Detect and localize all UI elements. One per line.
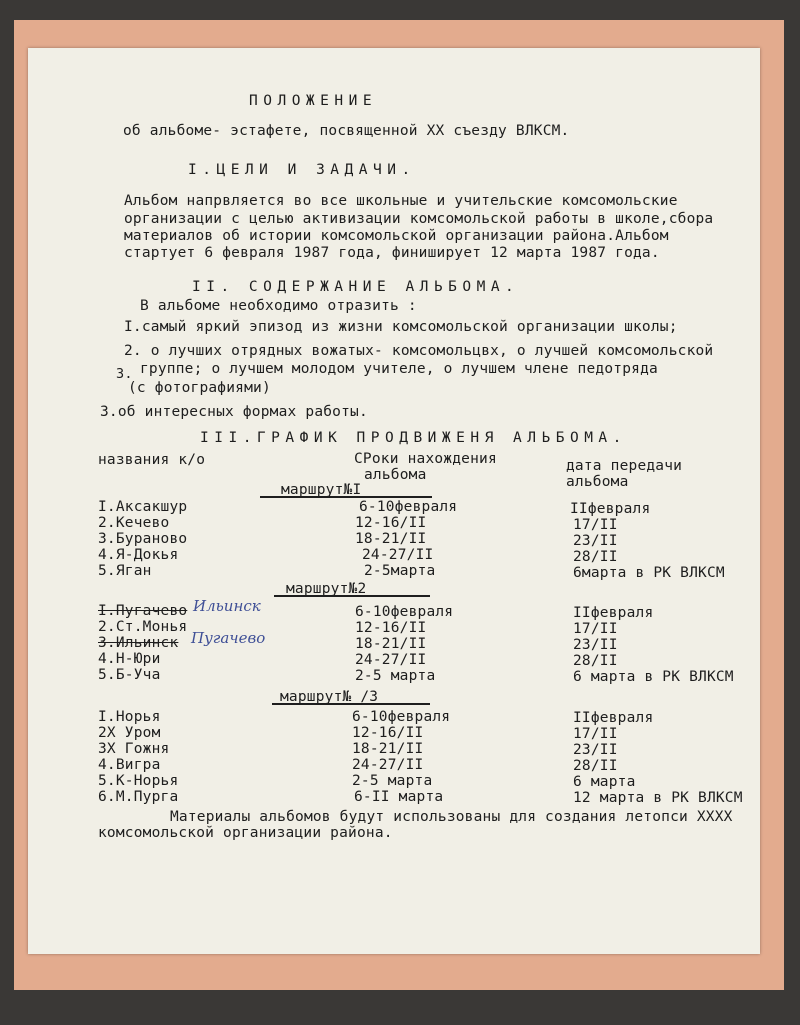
route-row-name: 6.М.Пурга: [98, 789, 179, 805]
route-row-period: 12-16/II: [355, 515, 427, 531]
route-row-handover: 6 марта: [573, 774, 636, 790]
route-row-name: 4.Вигра: [98, 757, 161, 773]
route-row-period: 12-16/II: [352, 725, 424, 741]
route-row-period: 18-21/II: [355, 531, 427, 547]
route-row-handover: 6 марта в РК ВЛКСМ: [573, 669, 734, 685]
route-row-handover: 23/II: [573, 533, 618, 549]
handwritten-correction: Ильинск: [193, 597, 261, 615]
route-3-label: маршрут№ /3: [280, 689, 379, 705]
route-row-handover: 23/II: [573, 742, 618, 758]
route-row-name: 4.Н-Юри: [98, 651, 161, 667]
section-2-intro: В альбоме необходимо отразить :: [140, 298, 417, 314]
route-row-handover: 12 марта в РК ВЛКСМ: [573, 790, 743, 806]
route-row-handover: 17/II: [573, 621, 618, 637]
column-header-handover: дата передачи: [566, 458, 683, 474]
route-row-name: I.Аксакшур: [98, 499, 188, 515]
route-2-label: маршрут№2: [286, 581, 367, 597]
route-row-name: [98, 603, 187, 619]
section-2-heading: II. СОДЕРЖАНИЕ АЛЬБОМА.: [192, 279, 520, 295]
route-row-period: 24-27/II: [352, 757, 424, 773]
route-row-handover: 17/II: [573, 726, 618, 742]
route-row-period: 2-5 марта: [355, 668, 436, 684]
crossed-out-name: 3.Ильинск: [98, 635, 179, 651]
closing-line: Материалы альбомов будут использованы для создания летопси ХХХХ: [170, 809, 733, 825]
route-row-period: 6-10февраля: [352, 709, 451, 725]
route-row-period: 18-21/II: [355, 636, 427, 652]
route-row-period: 2-5марта: [364, 563, 436, 579]
section-3-heading: III.ГРАФИК ПРОДВИЖЕНЯ АЛЬБОМА.: [200, 430, 627, 446]
route-row-period: 6-II марта: [354, 789, 444, 805]
column-header-name: названия к/о: [98, 452, 206, 468]
route-row-name: 3Х Гожня: [98, 741, 170, 757]
section-2-item: группе; о лучшем молодом учителе, о лучшем члене педотряда: [140, 361, 658, 377]
route-row-name: 5.Яган: [98, 563, 152, 579]
route-row-handover: 23/II: [573, 637, 618, 653]
route-row-handover: 17/II: [573, 517, 618, 533]
route-row-name: [98, 635, 178, 651]
section-1-line: стартует 6 февраля 1987 года, финиширует 12 марта 1987 года.: [124, 245, 660, 261]
closing-line: комсомольской организации района.: [98, 825, 393, 841]
route-row-name: 2Х Уром: [98, 725, 161, 741]
section-2-item: 2. о лучших отрядных вожатых- комсомольцвх, о лучшей комсомольской: [124, 343, 714, 359]
column-header-period: СРоки нахождения: [354, 451, 497, 467]
route-row-period: 24-27/II: [355, 652, 427, 668]
document-subtitle: об альбоме- эстафете, посвященной XX съезду ВЛКСМ.: [123, 123, 570, 139]
route-row-handover: IIфевраля: [570, 501, 651, 517]
section-1-line: Альбом напрвляется во все школьные и учительские комсомольские: [124, 193, 678, 209]
document-page: [28, 48, 760, 954]
section-1-line: организации с целью активизации комсомольской работы в школе,сбора: [124, 211, 714, 227]
route-row-handover: 28/II: [573, 758, 618, 774]
section-2-margin-mark: 3.: [116, 366, 133, 382]
route-row-name: I.Норья: [98, 709, 161, 725]
route-row-name: 2.Ст.Монья: [98, 619, 188, 635]
route-row-period: 6-10февраля: [355, 604, 454, 620]
route-row-period: 6-10февраля: [359, 499, 458, 515]
route-row-name: 5.К-Норья: [98, 773, 179, 789]
section-1-heading: I.ЦЕЛИ И ЗАДАЧИ.: [188, 162, 416, 178]
section-1-line: материалов об истории комсомольской организации района.Альбом: [124, 228, 669, 244]
section-2-item: 3.об интересных формах работы.: [100, 404, 368, 420]
route-row-name: 3.Бураново: [98, 531, 188, 547]
route-row-period: 24-27/II: [362, 547, 434, 563]
column-header-period-sub: альбома: [364, 467, 427, 483]
crossed-out-name: I.Пугачево: [98, 603, 188, 619]
route-row-handover: 28/II: [573, 549, 618, 565]
route-row-handover: 6марта в РК ВЛКСМ: [573, 565, 725, 581]
section-2-item: I.самый яркий эпизод из жизни комсомольской организации школы;: [124, 319, 678, 335]
section-2-item: (с фотографиями): [128, 380, 271, 396]
column-header-handover-sub: альбома: [566, 474, 629, 490]
route-row-period: 2-5 марта: [352, 773, 433, 789]
route-row-handover: IIфевраля: [573, 710, 654, 726]
route-row-handover: 28/II: [573, 653, 618, 669]
route-row-period: 18-21/II: [352, 741, 424, 757]
handwritten-correction: Пугачево: [191, 629, 266, 647]
route-row-handover: IIфевраля: [573, 605, 654, 621]
document-title: ПОЛОЖЕНИЕ: [249, 93, 378, 109]
route-row-period: 12-16/II: [355, 620, 427, 636]
route-row-name: 5.Б-Уча: [98, 667, 161, 683]
route-row-name: 2.Кечево: [98, 515, 170, 531]
route-1-label: маршрут№I: [281, 482, 362, 498]
route-row-name: 4.Я-Докья: [98, 547, 179, 563]
